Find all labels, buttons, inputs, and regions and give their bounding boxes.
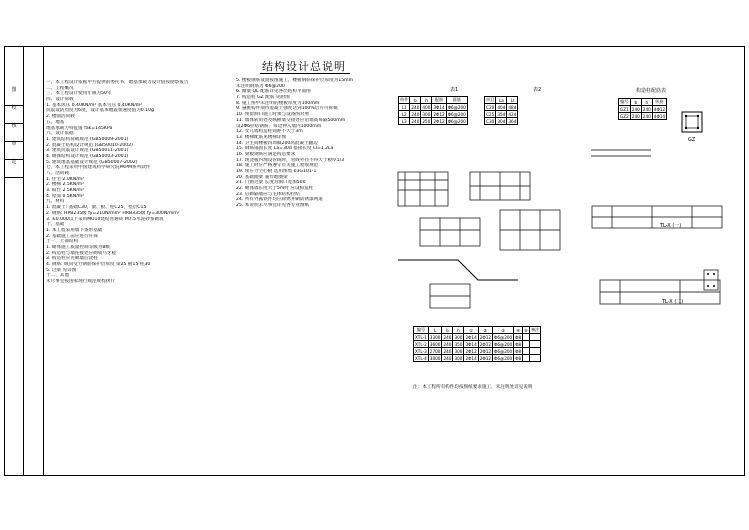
tl2-label: TL-X (二) bbox=[662, 299, 684, 305]
table-cell: 240 bbox=[411, 111, 420, 117]
table-cell: h bbox=[453, 327, 464, 334]
note-line: 4. 屋面 0.5KN/m² bbox=[46, 193, 85, 199]
note-line: 8. 施工图中未注明的楼板厚度为100mm bbox=[236, 100, 320, 106]
note-line: 1. 住宅 2.0KN/m² bbox=[46, 176, 85, 182]
note-line: 抗震设防烈度为6度，设计基本地震加速度值为0.10g bbox=[46, 108, 154, 114]
note-line: 九、材料 bbox=[46, 199, 65, 205]
note-line: 十二、其他 bbox=[46, 273, 69, 279]
table-cell: 3Φ14 bbox=[433, 104, 445, 110]
table-cell: 2Φ14 bbox=[465, 334, 477, 340]
tl1-label: TL-X (一) bbox=[660, 223, 682, 229]
strip-cell: 核 bbox=[5, 123, 23, 142]
table-cell: 300 bbox=[454, 355, 463, 361]
table-cell: b bbox=[410, 97, 421, 104]
table-cell: 2Φ12 bbox=[479, 334, 492, 340]
table-cell: 纵筋 bbox=[652, 99, 666, 106]
table-cell: C20 bbox=[486, 104, 495, 110]
table-cell: Φ8 bbox=[515, 341, 522, 347]
note-line: 2. 基础施工前应进行钎探 bbox=[46, 233, 98, 239]
note-line: 十、基础 bbox=[46, 222, 65, 228]
note-line: 12. 女儿墙构造柱间距不大于3m bbox=[236, 129, 303, 135]
note-line: 18. 施工时应严格遵守有关施工验收规范 bbox=[236, 163, 319, 169]
table-cell: 300 bbox=[422, 111, 431, 117]
table-cell: 42d bbox=[508, 111, 517, 117]
note-line: 设2Φ6拉结钢筋，每边伸入墙内1000mm bbox=[236, 123, 322, 129]
note-line: 十一、上部结构 bbox=[46, 239, 79, 245]
note-line: 1. 砌体施工质量控制等级为B级 bbox=[46, 244, 111, 250]
table-cell: 240 bbox=[642, 113, 651, 119]
table-cell: 240 bbox=[642, 106, 651, 112]
table-cell: 2Φ12 bbox=[433, 111, 445, 117]
table-cell: b bbox=[442, 327, 453, 334]
table-cell: Ll bbox=[507, 97, 518, 104]
table-cell: 400 bbox=[422, 104, 431, 110]
note-line: 2. 钢筋: HPB235级 fy=210N/mm² HRB335级 fy=300N/mm² bbox=[46, 210, 180, 216]
table-cell: L2 bbox=[399, 111, 410, 118]
table-cell: 350 bbox=[454, 341, 463, 347]
table-cell: Φ8 bbox=[515, 334, 522, 340]
note-line: 3. 阳台 2.5KN/m² bbox=[46, 188, 85, 194]
note-line: 1. 基本风压 0.40KN/m² 基本雪压 0.40KN/m² bbox=[46, 102, 143, 108]
table-cell: Φ6@200 bbox=[447, 111, 466, 117]
table-cell: 3600 bbox=[429, 341, 441, 347]
note-line: 1. 本工程采用墙下条形基础 bbox=[46, 227, 103, 233]
table-cell: 3300 bbox=[429, 334, 441, 340]
table-cell: h bbox=[641, 99, 652, 106]
note-line: 2. 楼梯 2.5KN/m² bbox=[46, 182, 85, 188]
table-cell: 编号 bbox=[620, 99, 629, 104]
note-line: 未注明钢筋为 Φ6@200 bbox=[236, 83, 285, 89]
table-cell: XTL-1 bbox=[415, 334, 427, 340]
table-cell: ⑤ bbox=[524, 327, 528, 333]
note-line: 21. 门窗过梁 长度为洞口宽加500 bbox=[236, 180, 306, 186]
table-cell: 240 bbox=[443, 355, 452, 361]
table-cell: XTL-4 bbox=[415, 355, 427, 361]
table-cell: 240 bbox=[631, 113, 640, 119]
table-cell: 备注 bbox=[530, 327, 540, 332]
note-line: 11. 墙体转角处及纵横墙交接处应沿墙高每隔500mm bbox=[236, 117, 346, 123]
table-cell: 240 bbox=[411, 104, 420, 110]
note-line: 2. 构造柱与墙连接处应砌成马牙槎 bbox=[46, 250, 117, 256]
note-line: 八、活荷载 bbox=[46, 171, 69, 176]
table-cell: 300 bbox=[454, 348, 463, 354]
table-cell: 40d bbox=[497, 104, 506, 110]
note-line: 3. 建筑抗震设计规范 (GB50011-2001) bbox=[46, 148, 129, 154]
table-cell: XTL-3 bbox=[415, 348, 427, 354]
table-cell: L3 bbox=[399, 118, 410, 125]
note-line: 2. 楼面活荷载 bbox=[46, 114, 75, 120]
note-line: 13. 楼梯配筋见楼梯详图 bbox=[236, 134, 287, 140]
strip-cell: 定 bbox=[5, 159, 23, 178]
note-line: 23. 后砌隔墙应与主体结构拉结 bbox=[236, 191, 300, 197]
note-line: 六、设计依据 bbox=[46, 131, 74, 137]
table-cell: 240 bbox=[411, 118, 420, 124]
note-line: 2. 混凝土结构设计规范 (GB50010-2002) bbox=[46, 142, 133, 148]
note-line: 17. 现浇板内埋设管线时，管线外径不得大于板厚1/3 bbox=[236, 157, 345, 163]
note-line: 3. ±0.000以下采用MU10烧结普通砖 M7.5水泥砂浆砌筑 bbox=[46, 216, 164, 222]
note-line: 5. 楼板钢筋设置按图施工，楼板钢筋保护层厚度为15mm bbox=[236, 78, 354, 83]
note-line: 1. 建筑结构荷载规范 (GB50009-2001) bbox=[46, 136, 129, 142]
table-cell: La bbox=[496, 97, 507, 104]
note-line: 20. 基础圈梁 兼作地圈梁 bbox=[236, 174, 288, 180]
table-cell: 30d bbox=[497, 118, 506, 124]
table-cell: Φ6@200 bbox=[447, 104, 466, 110]
table-cell: Φ6@200 bbox=[494, 334, 513, 340]
table-cell: 构件 bbox=[400, 97, 409, 102]
note-line: 二、工程概况 bbox=[46, 85, 74, 91]
table-cell: 项目 bbox=[486, 97, 495, 102]
note-line: 5. 建筑地基基础设计规范 (GB50007-2002) bbox=[46, 159, 138, 165]
gz-table-title: 构造柱配筋表 bbox=[636, 88, 667, 94]
note-line: 22. 砌体墙长度大于5m时 应设构造柱 bbox=[236, 186, 314, 192]
note-line: 注：本工程所有构件均按图纸要求施工，未注明处详见说明 bbox=[413, 385, 533, 390]
table-cell: 2Φ12 bbox=[433, 118, 445, 124]
note-line: 10. 预留洞口施工时须与设备图对照 bbox=[236, 112, 310, 118]
table-cell: 240 bbox=[443, 334, 452, 340]
note-line: 地基承载力特征值 fak=145KPa bbox=[46, 125, 113, 131]
table-cell: GZ2 bbox=[620, 113, 629, 119]
note-line: 4. 钢筋: 纵向受力钢筋保护层厚度 梁25 板15 柱30 bbox=[46, 262, 151, 267]
gz-label: GZ bbox=[688, 137, 696, 143]
table-cell: 2700 bbox=[429, 348, 441, 354]
table-cell: 250 bbox=[422, 118, 431, 124]
table-cell: 2Φ12 bbox=[479, 341, 492, 347]
table-cell: h bbox=[421, 97, 432, 104]
note-line: 7. 构造柱 GZ 配筋 见附图 bbox=[236, 95, 290, 101]
strip-cell: 审 bbox=[5, 141, 23, 160]
table-cell: ① bbox=[464, 327, 478, 334]
table-cell: 配筋 bbox=[432, 97, 446, 104]
note-line: 14. 卫生间楼板四周做200高混凝土翻边 bbox=[236, 140, 318, 146]
note-line: 未尽事宜按国家现行规范规程执行 bbox=[46, 279, 115, 285]
table-cell: 4Φ12 bbox=[653, 106, 666, 112]
note-line: 三、本工程设计使用年限为50年 bbox=[46, 91, 112, 97]
table-cell: ④ bbox=[514, 327, 523, 334]
table-cell: Φ8 bbox=[515, 355, 522, 361]
table-cell: 2Φ12 bbox=[479, 355, 492, 361]
strip-cell: 图 bbox=[5, 87, 23, 106]
note-line: 5. 过梁 见详图 bbox=[46, 267, 77, 273]
note-line: 24. 所有外露铁件均应除锈并刷防锈漆两道 bbox=[236, 197, 323, 203]
note-line: 五、地基 bbox=[46, 119, 65, 125]
table-2-title: 表2 bbox=[533, 87, 542, 93]
note-line: 一、本工程设计依据甲方提供的委托书，地基承载力设计值按勘察报告 bbox=[46, 80, 189, 85]
table-cell: 240 bbox=[443, 341, 452, 347]
table-cell: L bbox=[428, 327, 442, 334]
note-line: 3. 构造柱应先砌墙后浇柱 bbox=[46, 256, 98, 262]
table-cell: C30 bbox=[486, 118, 495, 124]
note-line: 四、设计荷载 bbox=[46, 97, 74, 103]
note-line: 6. 圈梁 QL 配筋详见各层结构平面图 bbox=[236, 89, 311, 95]
note-line: 9. 悬挑构件须待混凝土强度达到100%后方可拆模 bbox=[236, 106, 338, 112]
note-line: 25. 本说明未尽事宜详见各专业图纸 bbox=[236, 203, 310, 209]
table-cell: Φ6@200 bbox=[494, 348, 513, 354]
table-cell: 4Φ14 bbox=[653, 113, 666, 119]
note-line: 19. 预应力空心板 选用图集 03G101-1 bbox=[236, 169, 317, 174]
note-line: 16. 梁板钢筋应满足构造要求 bbox=[236, 151, 296, 157]
table-cell: 2Φ14 bbox=[465, 355, 477, 361]
table-cell: 编号 bbox=[414, 327, 429, 334]
table-cell: 3000 bbox=[429, 355, 441, 361]
table-cell: 240 bbox=[443, 348, 452, 354]
table-cell: 300 bbox=[454, 334, 463, 340]
table-cell: ③ bbox=[493, 327, 514, 334]
table-cell: GZ1 bbox=[620, 106, 629, 112]
table-cell: Φ8 bbox=[515, 348, 522, 354]
note-line: 4. 砌体结构设计规范 (GB50003-2001) bbox=[46, 153, 129, 159]
table-cell: b bbox=[630, 99, 641, 106]
table-cell: 3Φ14 bbox=[465, 341, 477, 347]
table-cell: Φ6@200 bbox=[447, 118, 466, 124]
strip-cell: 校 bbox=[5, 105, 23, 124]
note-line: 七、本工程采用中国建筑科学研究院PKPM系列软件 bbox=[46, 165, 151, 171]
table-cell: 36d bbox=[508, 118, 517, 124]
table-cell: 240 bbox=[631, 106, 640, 112]
table-cell: Φ6@200 bbox=[494, 341, 513, 347]
table-cell: 箍筋 bbox=[446, 97, 467, 104]
table-cell: 2Φ12 bbox=[479, 348, 492, 354]
table-cell: Φ6@200 bbox=[494, 355, 513, 361]
note-line: 1. 混凝土: 基础C30，梁、板、柱C25，垫层C15 bbox=[46, 205, 147, 211]
table-cell: ② bbox=[478, 327, 492, 334]
table-cell: C25 bbox=[486, 111, 495, 117]
table-1-title: 表1 bbox=[450, 87, 459, 93]
table-cell: L1 bbox=[399, 104, 410, 111]
table-cell: XTL-2 bbox=[415, 341, 427, 347]
table-cell: 2Φ12 bbox=[465, 348, 477, 354]
note-line: 15. 钢筋锚固长度 La=30d 搭接长度 Ll=1.2La bbox=[236, 146, 334, 152]
table-cell: 48d bbox=[508, 104, 517, 110]
drawing-title: 结构设计总说明 bbox=[262, 60, 346, 73]
table-cell: 35d bbox=[497, 111, 506, 117]
